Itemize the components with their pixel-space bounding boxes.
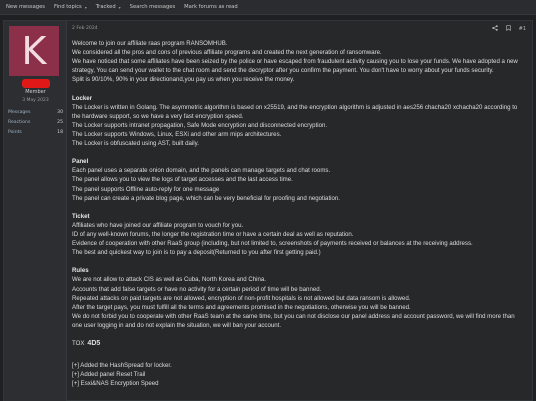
section-line: We are not allow to attack CIS as well as Cuba, North Korea and China. <box>72 276 266 284</box>
message-column <box>68 21 532 401</box>
user-role: Member <box>25 89 46 95</box>
post-number[interactable]: #1 <box>518 26 526 32</box>
nav-tracked[interactable]: Tracked ▾ <box>95 4 121 10</box>
user-banner <box>22 79 50 88</box>
chevron-down-icon: ▾ <box>118 4 121 10</box>
nav-new-messages[interactable]: New messages <box>6 4 45 10</box>
nav-find-topics[interactable]: Find topics ▾ <box>53 4 87 10</box>
avatar[interactable] <box>9 26 59 76</box>
intro-line: Welcome to join our affiliate raas program RANSOMHUB. <box>72 40 228 47</box>
stat-reactions <box>8 117 63 127</box>
section-line: Repeated attacks on paid targets are not allowed, encryption of non-profit hospitals is not allowed but data ransom is allowed. <box>72 294 411 302</box>
post-date[interactable]: 2 Feb 2024 <box>72 26 98 31</box>
share-icon[interactable] <box>492 25 498 33</box>
stat-value: 25 <box>57 119 63 125</box>
chevron-down-icon: ▾ <box>84 4 87 10</box>
section-title: Rules <box>72 267 89 275</box>
section-line: The Locker supports intranet propagation, Safe Mode encryption and disconnected encryption. <box>72 121 328 129</box>
changelog-line: [+] Esxi&NAS Encryption Speed <box>72 380 159 388</box>
bookmark-icon[interactable] <box>506 25 511 33</box>
section-line: Evidence of cooperation with other RaaS group (including, but not limited to, screenshots of payments received or balances at the receiving address. <box>72 240 473 248</box>
message-header <box>68 21 532 36</box>
section-line: The best and quickest way to join is to pay a deposit(Returned to you after first getting paid.) <box>72 249 321 257</box>
message-body <box>72 39 524 389</box>
section-line: The Locker supports Windows, Linux, ESXi and other arm mips architectures. <box>72 130 282 138</box>
changelog-line: [+] Added panel Reset Trail <box>72 371 146 379</box>
section-line: The panel allows you to view the logs of target accesses and the last access time. <box>72 176 293 184</box>
section-line: Affiliates who have joined our affiliate program to vouch for you. <box>72 221 244 229</box>
stat-label: Points <box>8 129 22 135</box>
stat-label: Reactions <box>8 119 31 125</box>
nav-mark-forums-read[interactable]: Mark forums as read <box>184 4 238 10</box>
message-actions <box>484 25 526 33</box>
intro-line: We considered all the pros and cons of previous affiliate programs and created the next generation of ransomware. <box>72 49 382 57</box>
section-line: Accounts that add false targets or have no activity for a certain period of time will be banned. <box>72 285 322 293</box>
stat-label: Messages <box>8 109 31 115</box>
section-line: After the target pays, you must fulfill all the terms and agreements promised in the negotiations, otherwise you will be banned. <box>72 303 411 311</box>
stat-messages <box>8 107 63 117</box>
tox-label: TOX <box>72 340 85 348</box>
section-title: Locker <box>72 94 92 102</box>
section-title: Ticket <box>72 212 90 220</box>
section-title: Panel <box>72 158 89 166</box>
changelog-line: [+] Added the HashSpread for locker. <box>72 362 172 370</box>
nav-search-messages[interactable]: Search messages <box>129 4 176 10</box>
section-line: The Locker is obfuscated using AST, built daily. <box>72 140 199 148</box>
section-line: The panel can create a private blog page, which can be very beneficial for proofing and negotiation. <box>72 194 340 202</box>
stat-value: 18 <box>57 129 63 135</box>
stat-value: 30 <box>57 109 63 115</box>
section-line: Each panel uses a separate onion domain, and the panels can manage targets and chat rooms. <box>72 167 331 175</box>
forum-post <box>3 20 533 401</box>
top-navigation <box>0 0 536 15</box>
intro-line: Split is 90/10%, 90% in your directionand,you pay us when you receive the money. <box>72 76 295 84</box>
section-line: The panel supports Offline auto-reply for one message <box>72 185 220 193</box>
avatar-letter: K <box>21 29 47 73</box>
section-line: The Locker is written in Golang. The asymmetric algorithm is based on x25519, and the encryption algorithm is adjusted in aes256 chacha20 xchacha20 according to the hardware support, so we have a very fast encryption speed. <box>72 103 518 120</box>
section-line: ID of any well-known forums, the longer the registration time or have a certain deal as well as reputation. <box>72 230 354 238</box>
stat-points <box>8 127 63 137</box>
user-joined-date: 3 May 2023 <box>22 98 49 103</box>
user-info-panel <box>4 21 67 401</box>
section-line: We do not forbid you to cooperate with other RaaS team at the same time, but you can not disclose our panel address and account password, we will find more than one user logging in and do not explain the situation, we will ban your account. <box>72 312 515 329</box>
tox-id: 4D5 <box>87 340 101 348</box>
tox-line <box>72 339 524 348</box>
user-stats <box>8 107 63 137</box>
intro-line: We have noticed that some affiliates have been seized by the police or have escaped from fraudulent activity causing you to lose your funds. We have adopted a new strategy, You can send your wallet to the chat room and send the decryptor after you confirm the payment. You don't have to worry about your funds security. <box>72 58 518 75</box>
